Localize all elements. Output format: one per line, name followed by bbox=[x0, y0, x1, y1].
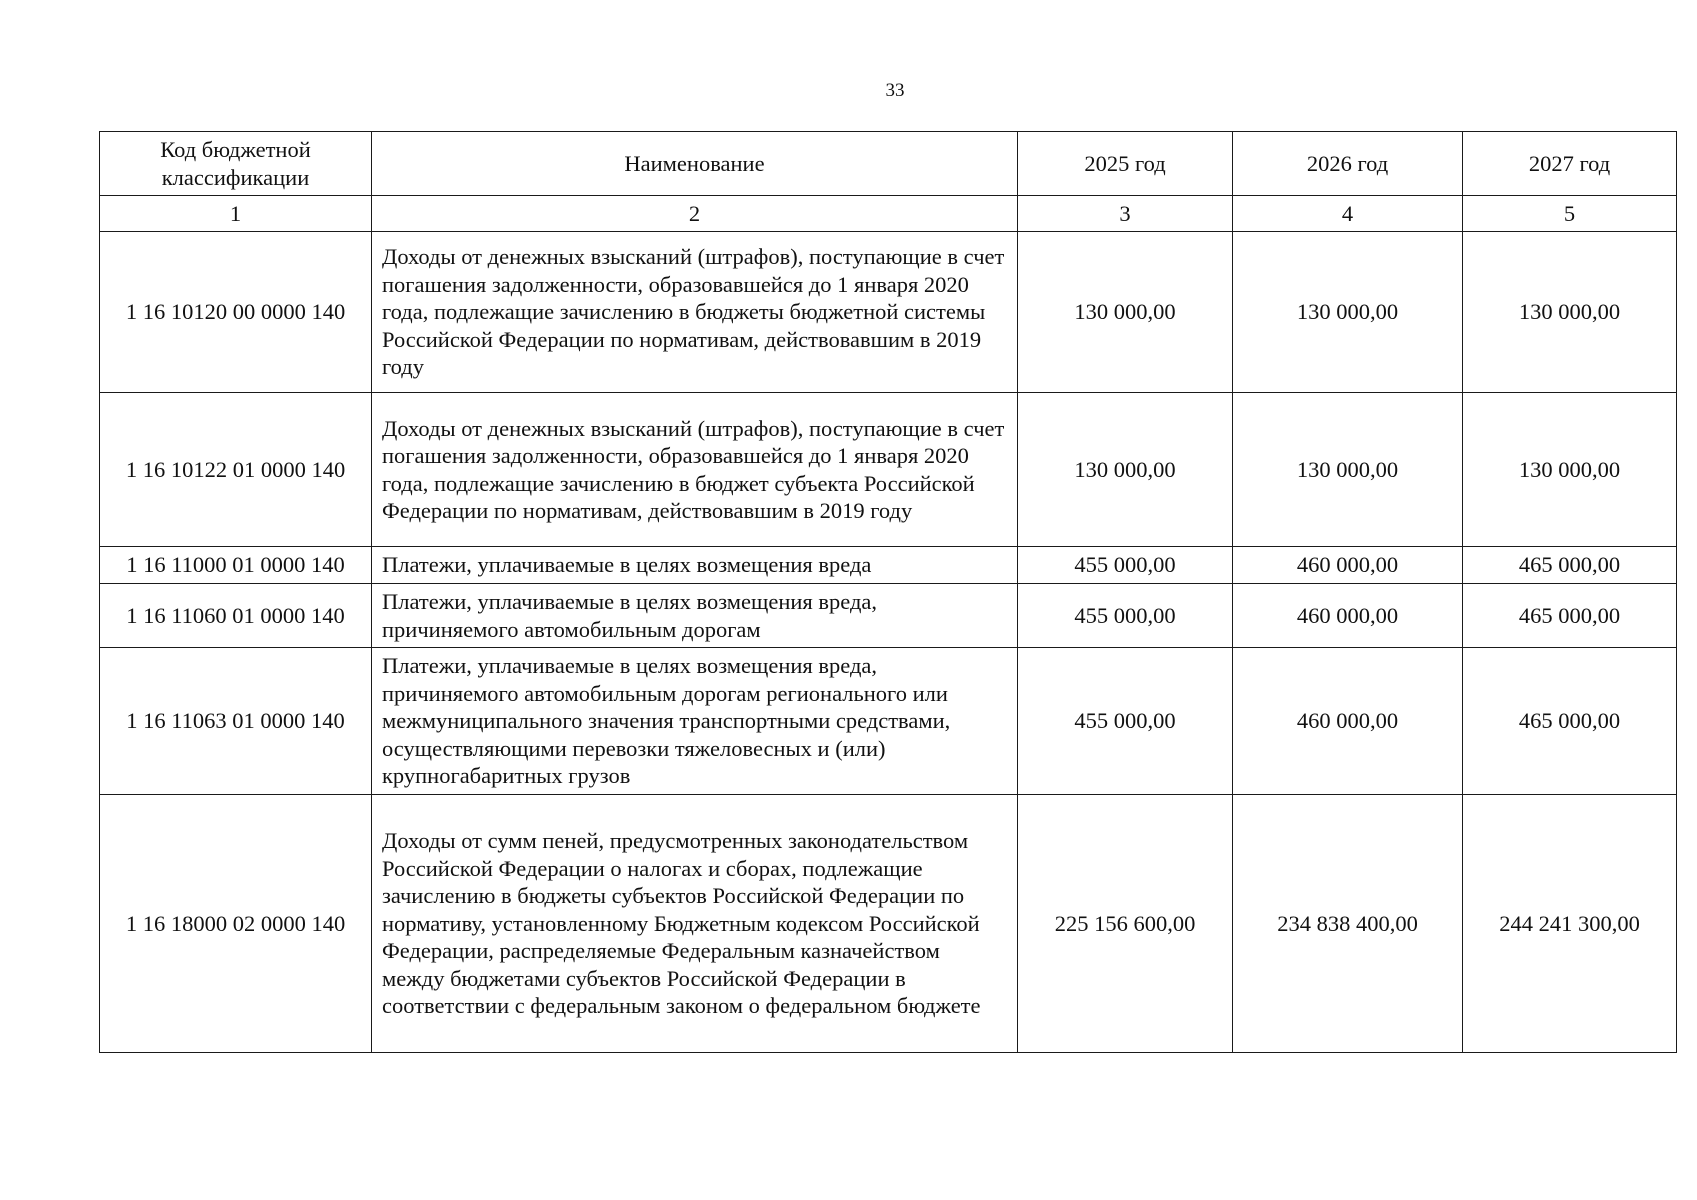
amount-2027-cell: 465 000,00 bbox=[1463, 584, 1677, 648]
header-name: Наименование bbox=[372, 132, 1018, 196]
amount-2027-cell: 130 000,00 bbox=[1463, 393, 1677, 547]
table-row bbox=[100, 648, 1677, 795]
amount-2026-cell: 130 000,00 bbox=[1233, 393, 1463, 547]
amount-2026-cell: 130 000,00 bbox=[1233, 232, 1463, 393]
revenue-name-cell: Доходы от денежных взысканий (штрафов), поступающие в счет погашения задолженности, образовавшейся до 1 января 2020 года, подлежащие зачислению в бюджет субъекта Российской Федерации по нормативам, действовавшим в 2019 году bbox=[372, 393, 1018, 547]
budget-revenue-table bbox=[99, 131, 1677, 1053]
budget-code-cell: 1 16 11000 01 0000 140 bbox=[100, 547, 372, 584]
amount-2027-cell: 465 000,00 bbox=[1463, 547, 1677, 584]
amount-2025-cell: 455 000,00 bbox=[1018, 547, 1233, 584]
amount-2026-cell: 460 000,00 bbox=[1233, 584, 1463, 648]
amount-2025-cell: 130 000,00 bbox=[1018, 232, 1233, 393]
amount-2027-cell: 465 000,00 bbox=[1463, 648, 1677, 795]
amount-2026-cell: 460 000,00 bbox=[1233, 547, 1463, 584]
header-2027: 2027 год bbox=[1463, 132, 1677, 196]
budget-code-cell: 1 16 18000 02 0000 140 bbox=[100, 795, 372, 1053]
revenue-name-cell: Доходы от денежных взысканий (штрафов), поступающие в счет погашения задолженности, образовавшейся до 1 января 2020 года, подлежащие зачислению в бюджеты бюджетной системы Российской Федерации по нормативам, действовавшим в 2019 году bbox=[372, 232, 1018, 393]
revenue-name-cell: Доходы от сумм пеней, предусмотренных законодательством Российской Федерации о налогах и сборах, подлежащие зачислению в бюджеты субъектов Российской Федерации по нормативу, установленному Бюджетным кодексом Российской Федерации, распределяемые Федеральным казначейством между бюджетами субъектов Российской Федерации в соответствии с федеральным законом о федеральном бюджете bbox=[372, 795, 1018, 1053]
column-number: 2 bbox=[372, 196, 1018, 232]
column-number: 1 bbox=[100, 196, 372, 232]
table-row bbox=[100, 795, 1677, 1053]
budget-code-cell: 1 16 11060 01 0000 140 bbox=[100, 584, 372, 648]
amount-2025-cell: 130 000,00 bbox=[1018, 393, 1233, 547]
table-row bbox=[100, 584, 1677, 648]
page-number: 33 bbox=[885, 80, 905, 101]
header-2025: 2025 год bbox=[1018, 132, 1233, 196]
table-header-row bbox=[100, 132, 1677, 196]
budget-code-cell: 1 16 10120 00 0000 140 bbox=[100, 232, 372, 393]
header-code: Код бюджетной классификации bbox=[100, 132, 372, 196]
table-row bbox=[100, 547, 1677, 584]
revenue-name-cell: Платежи, уплачиваемые в целях возмещения вреда, причиняемого автомобильным дорогам bbox=[372, 584, 1018, 648]
budget-code-cell: 1 16 10122 01 0000 140 bbox=[100, 393, 372, 547]
table-row bbox=[100, 393, 1677, 547]
amount-2025-cell: 455 000,00 bbox=[1018, 648, 1233, 795]
column-number-row bbox=[100, 196, 1677, 232]
column-number: 5 bbox=[1463, 196, 1677, 232]
revenue-name-cell: Платежи, уплачиваемые в целях возмещения вреда, причиняемого автомобильным дорогам регионального или межмуниципального значения транспортными средствами, осуществляющими перевозки тяжеловесных и (или) крупногабаритных грузов bbox=[372, 648, 1018, 795]
amount-2027-cell: 130 000,00 bbox=[1463, 232, 1677, 393]
amount-2025-cell: 225 156 600,00 bbox=[1018, 795, 1233, 1053]
column-number: 3 bbox=[1018, 196, 1233, 232]
amount-2025-cell: 455 000,00 bbox=[1018, 584, 1233, 648]
revenue-name-cell: Платежи, уплачиваемые в целях возмещения вреда bbox=[372, 547, 1018, 584]
amount-2026-cell: 234 838 400,00 bbox=[1233, 795, 1463, 1053]
amount-2026-cell: 460 000,00 bbox=[1233, 648, 1463, 795]
header-2026: 2026 год bbox=[1233, 132, 1463, 196]
column-number: 4 bbox=[1233, 196, 1463, 232]
table-row bbox=[100, 232, 1677, 393]
budget-code-cell: 1 16 11063 01 0000 140 bbox=[100, 648, 372, 795]
amount-2027-cell: 244 241 300,00 bbox=[1463, 795, 1677, 1053]
